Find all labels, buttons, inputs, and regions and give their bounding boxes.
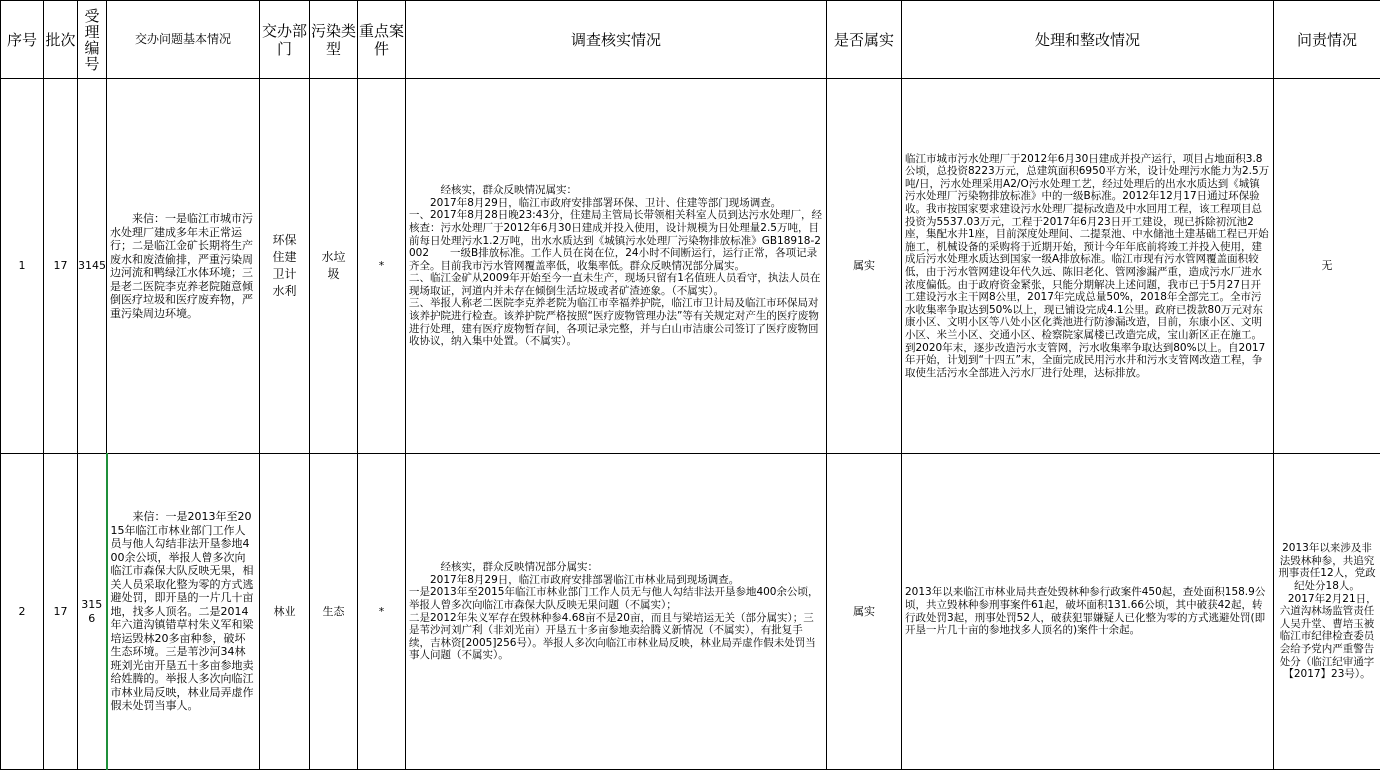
cell-basic: 来信：一是2013年至2015年临江市林业部门工作人员与他人勾结非法开垦参地400余公顷，举报人曾多次向临江市森保大队反映无果，相关人员采取化整为零的方式逃避处罚，即开垦的一片几十亩地，找多人顶名。二是2014年六道沟镇错草村朱义军和梁培运毁林20多亩种参，破坏生态环境。三是苇沙河34林班刘光亩开垦五十多亩参地卖给姓腾的。举报人多次向临江市林业局反映，林业局弄虚作假未处罚当事人。 — [107, 454, 260, 770]
header-dept: 交办部门 — [260, 1, 310, 79]
cell-accept-no: 3156 — [78, 454, 107, 770]
cell-seq: 1 — [1, 79, 44, 454]
cell-accountability: 无 — [1274, 79, 1380, 454]
header-batch: 批次 — [44, 1, 78, 79]
cell-key-case: * — [358, 454, 406, 770]
cell-investigation: 经核实，群众反映情况属实： 2017年8月29日，临江市政府安排部署环保、卫计、住建等部门现场调查。 一、2017年8月28日晚23:43分，住建局主管局长带领相关科室人员到达污水处理厂，经核查：污水处理厂于2012年6月30日建成并投入使用，设计规模为日处理量2.5万吨，目前每日处理污水1.2万吨，出水水质达到《城镇污水处理厂污染物排放标准》GB18918-2002 一级B排放标准。工作人员在岗在位，24小时不间断运行，运行正常，各项记录齐全。目前我市污水管网覆盖率低，收集率低。群众反映情况部分属实。 二、临江金矿从2009年开始至今一直未生产，现场只留有1名值班人员看守，执法人员在现场取证，河道内并未存在倾倒生活垃圾或者矿渣迹象。（不属实）。 三、举报人称老二医院李克养老院为临江市幸福养护院，临江市卫计局及临江市环保局对该养护院进行检查。该养护院严格按照“医疗废物管理办法”等有关规定对产生的医疗废物进行处理，建有医疗废物暂存间，各项记录完整，并与白山市洁康公司签订了医疗废物回收协议，纳入集中处置。（不属实）。 — [406, 79, 827, 454]
cell-dept: 林业 — [260, 454, 310, 770]
cell-is-true: 属实 — [827, 79, 902, 454]
table-row — [1, 79, 1380, 454]
cell-pollution-type: 水垃圾 — [310, 79, 358, 454]
cell-dept: 环保住建卫计水利 — [260, 79, 310, 454]
header-seq: 序号 — [1, 1, 44, 79]
cell-is-true: 属实 — [827, 454, 902, 770]
header-accountability: 问责情况 — [1274, 1, 1380, 79]
cell-batch: 17 — [44, 79, 78, 454]
header-investigation: 调查核实情况 — [406, 1, 827, 79]
header-accept-no: 受理编号 — [78, 1, 107, 79]
header-basic: 交办问题基本情况 — [107, 1, 260, 79]
header-pollution-type: 污染类型 — [310, 1, 358, 79]
cell-accept-no: 3145 — [78, 79, 107, 454]
cell-handling: 2013年以来临江市林业局共查处毁林种参行政案件450起，查处面积158.9公顷，共立毁林种参刑事案件61起，破坏面积131.66公顷，其中破获42起，转行政处罚3起，刑事处罚52人，破获犯罪嫌疑人已化整为零的方式逃避处罚(即开垦一片几十亩的参地找多人顶名的)案件十余起。 — [902, 454, 1274, 770]
cell-investigation: 经核实，群众反映情况部分属实： 2017年8月29日，临江市政府安排部署临江市林业局到现场调查。 一是2013年至2015年临江市林业部门工作人员无与他人勾结非法开垦参地400余公顷，举报人曾多次向临江市森保大队反映无果问题（不属实）； 二是2012年朱义军存在毁林种参4.68亩不是20亩，而且与梁培运无关（部分属实）；三是苇沙河刘广利（非刘光亩）开垦五十多亩参地卖给腾义新情况（不属实），有批复手续，吉林资[2005]256号）。举报人多次向临江市林业局反映，林业局弄虚作假未处罚当事人问题（不属实）。 — [406, 454, 827, 770]
cell-accountability: 2013年以来涉及非法毁林种参，共追究刑事责任12人，党政纪处分18人。 2017年2月21日，六道沟林场监管责任人吴升堂、曹培玉被临江市纪律检查委员会给予党内严重警告处分（临江纪审通字【2017】23号）。 — [1274, 454, 1380, 770]
cell-pollution-type: 生态 — [310, 454, 358, 770]
header-handling: 处理和整改情况 — [902, 1, 1274, 79]
cell-key-case: * — [358, 79, 406, 454]
header-key-case: 重点案件 — [358, 1, 406, 79]
cell-basic: 来信：一是临江市城市污水处理厂建成多年未正常运行；二是临江金矿长期将生产废水和废渣偷排，严重污染周边河流和鸭绿江水体环境；三是老二医院李克养老院随意倾倒医疗垃圾和医疗废弃物，严重污染周边环境。 — [107, 79, 260, 454]
cell-batch: 17 — [44, 454, 78, 770]
table-row — [1, 454, 1380, 770]
header-is-true: 是否属实 — [827, 1, 902, 79]
cell-handling: 临江市城市污水处理厂于2012年6月30日建成并投产运行，项目占地面积3.8公顷，总投资8223万元，总建筑面积6950平方米，设计处理污水能力为2.5万吨/日，污水处理采用A2/O污水处理工艺，经过处理后的出水水质达到《城镇污水处理厂污染物排放标准》中的一级B标准。2012年12月17日通过环保验收。我市按国家要求建设污水处理厂提标改造及中水回用工程，该工程项目总投资为5537.03万元，工程于2017年6月23日开工建设，现已拆除初沉池2座，集配水井1座，目前深度处理间、二提泵池、中水储池土建基础工程已开始施工，机械设备的采购将于近期开始，预计今年年底前将竣工并投入使用，建成后污水处理水质达到国家一级A排放标准。临江市现有污水管网覆盖面积较低，由于污水管网建设年代久远、陈旧老化、管网渗漏严重，造成污水厂进水浓度偏低。由于政府资金紧张，只能分期解决上述问题，我市已于5月27日开工建设污水主干网8公里，2017年完成总量50%，2018年全部完工。全市污水收集率争取达到50%以上，现已铺设完成4.1公里。政府已拨款80万元对东康小区、文明小区等八处小区化粪池进行防渗漏改造，目前，东康小区、文明小区、米兰小区、交通小区、检察院家属楼已改造完成，宝山新区正在施工。到2020年末，逐步改造污水支管网，污水收集率争取达到80%以上。自2017年开始，计划到“十四五”末，全面完成民用污水井和污水支管网改造工程，争取使生活污水全部进入污水厂进行处理，达标排放。 — [902, 79, 1274, 454]
table-header-row — [1, 1, 1380, 79]
cell-seq: 2 — [1, 454, 44, 770]
